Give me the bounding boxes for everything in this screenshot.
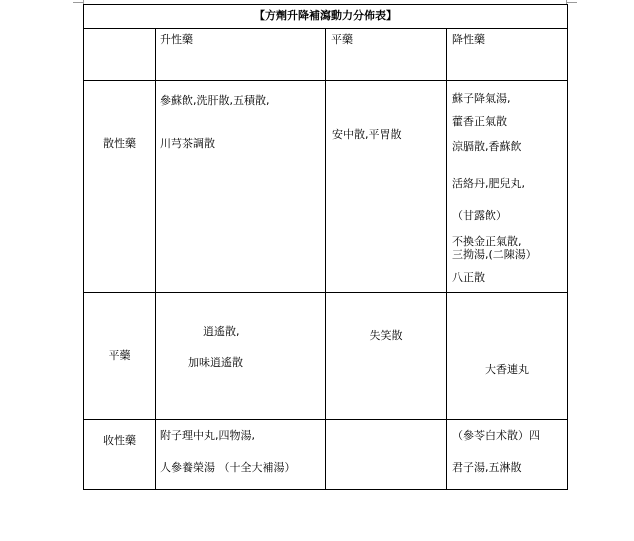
header-descend-label: 降性藥 — [452, 33, 485, 46]
cell-neutral-empty — [326, 420, 447, 490]
cell-ascend — [156, 81, 326, 293]
header-cell-ascend — [156, 29, 326, 81]
cell-line: 蘇子降氣湯, — [452, 92, 511, 105]
cell-descend — [447, 420, 568, 490]
cell-line: 不換金正氣散, — [452, 235, 522, 248]
table-row — [84, 420, 568, 490]
row-label-cell — [84, 420, 156, 490]
cell-line: 人參養榮湯 （十全大補湯） — [160, 461, 296, 474]
row-label: 散性藥 — [103, 137, 136, 150]
cell-line: 附子理中丸,四物湯, — [160, 429, 255, 442]
header-ascend-label: 升性藥 — [160, 33, 193, 46]
header-neutral-label: 平藥 — [331, 33, 353, 46]
row-label: 平藥 — [108, 349, 131, 362]
cell-line: 大香連丸 — [485, 363, 529, 376]
cell-line: 加味逍遙散 — [188, 356, 243, 369]
row-label-cell — [84, 293, 156, 420]
header-corner-cell — [84, 29, 156, 81]
table-title: 【方劑升降補瀉動力分佈表】 — [254, 9, 397, 22]
header-row — [84, 29, 568, 81]
cell-line: 活絡丹,肥兒丸, — [452, 177, 525, 190]
header-cell-descend — [447, 29, 568, 81]
cell-descend — [447, 293, 568, 420]
cell-line: 君子湯,五淋散 — [452, 461, 522, 474]
cell-line: 三拗湯,(二陳湯） — [452, 248, 537, 261]
cell-line: （參苓白术散）四 — [452, 429, 540, 442]
cell-line: 八正散 — [452, 271, 485, 284]
row-label-cell — [84, 81, 156, 293]
cell-line: 安中散,平胃散 — [332, 128, 402, 141]
cell-line: 藿香正氣散 — [452, 115, 507, 128]
crop-mark-top-right-horizontal — [567, 2, 577, 3]
table-row — [84, 81, 568, 293]
cell-ascend — [156, 420, 326, 490]
row-label: 收性藥 — [103, 434, 136, 447]
cell-line: 失笑散 — [369, 329, 403, 342]
cell-line: 逍遙散, — [203, 325, 240, 338]
cell-line: （甘露飲） — [452, 209, 507, 222]
title-row — [84, 5, 568, 29]
header-cell-neutral — [326, 29, 447, 81]
title-cell — [84, 5, 568, 29]
cell-ascend — [156, 293, 326, 420]
cell-neutral — [326, 293, 447, 420]
cell-descend — [447, 81, 568, 293]
distribution-table — [83, 4, 568, 490]
table-row — [84, 293, 568, 420]
cell-neutral — [326, 81, 447, 293]
cell-line: 川芎茶調散 — [160, 137, 215, 150]
cell-line: 涼膈散,香蘇飲 — [452, 140, 522, 153]
crop-mark-top-left-horizontal — [73, 2, 83, 3]
cell-line: 參蘇飲,洗肝散,五積散, — [160, 94, 270, 107]
